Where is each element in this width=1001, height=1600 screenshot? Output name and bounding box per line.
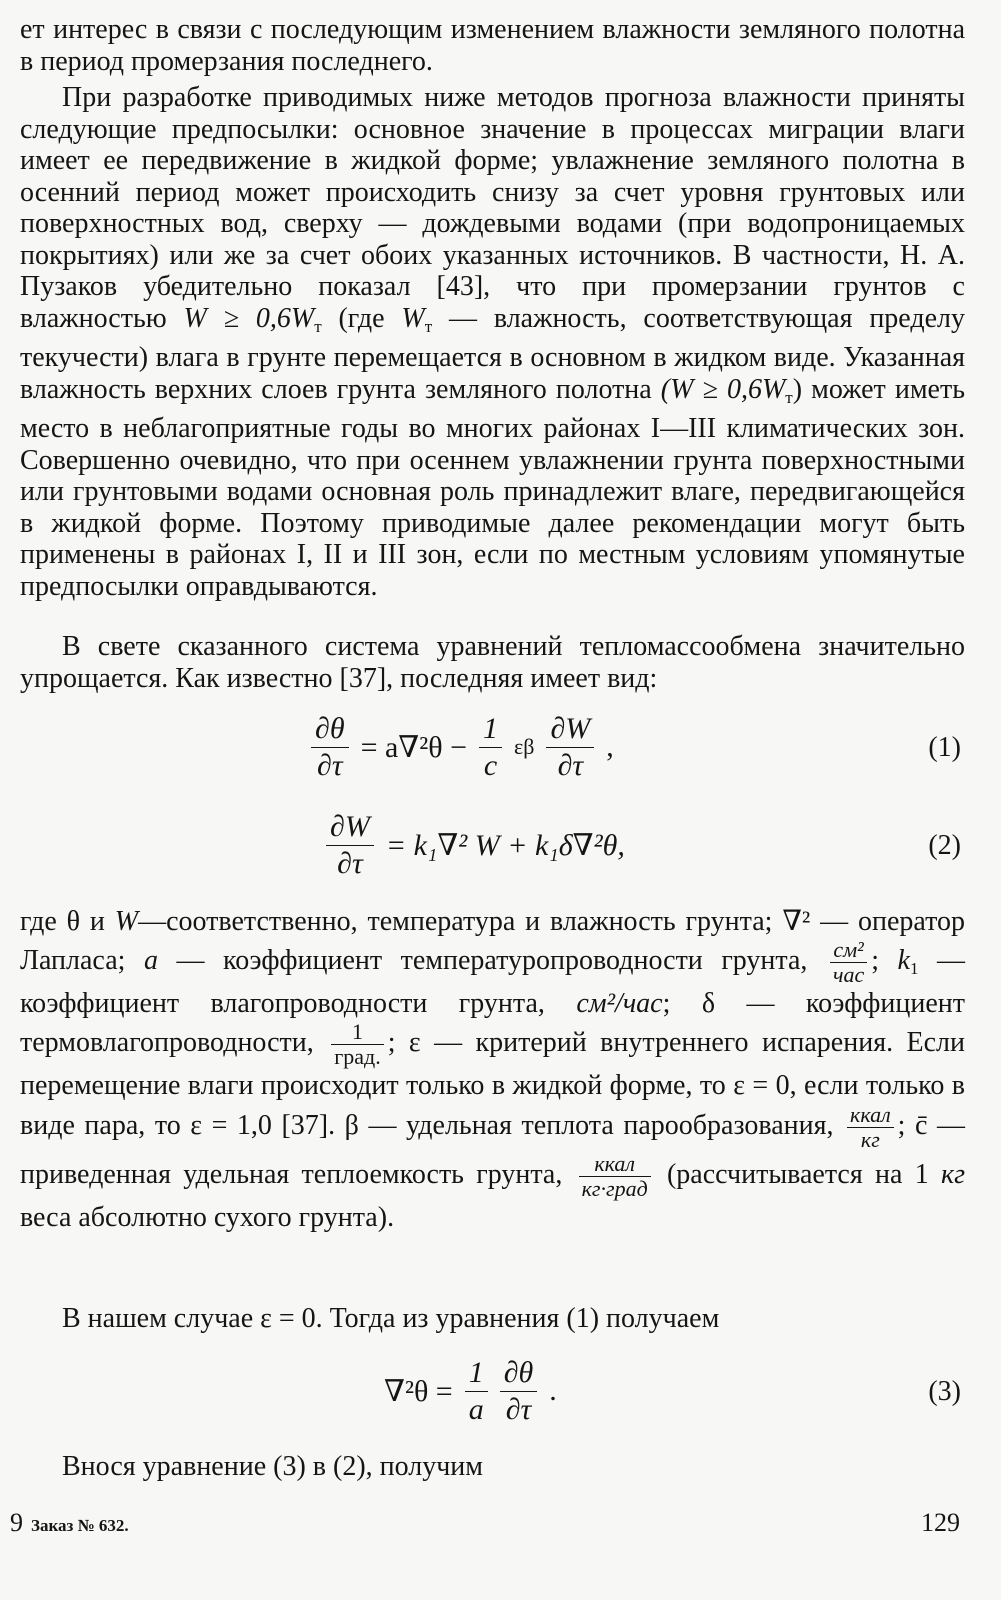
defs-w: W: [114, 906, 139, 937]
eq2-lhs-den: ∂τ: [337, 846, 363, 880]
paragraph-definitions: [20, 905, 965, 1234]
premises-text-a: При разработке приводимых ниже методов прогноза влажности приняты следующие предпосылки: основное значение в процессах миграции влаги имеет ее передвижение в жидкой форме; увлажнение земляного полотна в осенний период может происходить снизу за счет уровня грунтовых или поверхностных вод, сверху — дождевыми водами (при водопроницаемых покрытиях) или же за счет обоих указанных источников. В частности, Н. А. Пузаков убедительно показал [43], что при промерзании грунтов с влажностью: [20, 82, 965, 334]
eq1-lhs-num: ∂θ: [311, 711, 349, 748]
unit-beta-num: ккал: [847, 1103, 894, 1128]
unit-delta-den: град.: [334, 1044, 381, 1070]
eq2-lhs-num: ∂W: [326, 809, 374, 846]
defs-text-e: — коэффициент влагопроводности грунта,: [20, 945, 965, 1020]
inline-subscript-t-2: т: [424, 316, 433, 336]
eq2-rhs: = k₁∇² W + k₁δ∇²θ,: [385, 828, 625, 862]
unit-a-den: час: [832, 962, 865, 988]
defs-text-j: веса абсолютно сухого грунта).: [20, 1201, 395, 1233]
defs-kg: кг: [940, 1158, 965, 1190]
premises-text-d: может иметь место в неблагоприятные годы во многих районах I—III климатических зон. Совершенно очевидно, что при осеннем увлажнении грунта поверхностными или грунтовыми водами основная роль принадлежит влаге, передвигающейся в жидкой форме. Поэтому приводимые далее рекомендации могут быть применены в районах I, II и III зон, если по местным условиям упомянутые предпосылки оправдываются.: [20, 373, 965, 602]
unit-a-fraction: [830, 938, 867, 987]
unit-delta-fraction: [331, 1020, 383, 1069]
eq3-f2-den: ∂τ: [505, 1392, 532, 1426]
signature-mark: [10, 1508, 129, 1538]
signature-number: 9: [10, 1508, 23, 1537]
unit-beta-den: кг: [860, 1126, 880, 1152]
paragraph-our-case: В нашем случае ε = 0. Тогда из уравнения (1) получаем: [62, 1303, 720, 1334]
eq1-f2-num: 1: [479, 711, 502, 748]
eq1-middle: = a∇²θ −: [360, 730, 468, 764]
defs-text-b: —соответственно, температура и влажность грунта; ∇² — оператор Лапласа;: [20, 906, 965, 977]
equation-3-number: (3): [928, 1376, 961, 1407]
defs-text-c: — коэффициент температуропроводности грунта,: [157, 945, 826, 977]
defs-a: a: [143, 945, 158, 977]
defs-text-i: (рассчитывается на 1: [654, 1158, 941, 1190]
paragraph-insert: Внося уравнение (3) в (2), получим: [62, 1451, 484, 1482]
equation-2-number: (2): [928, 830, 961, 861]
eq3-lhs: ∇²θ =: [384, 1374, 453, 1408]
inline-condition-2-close: ): [792, 373, 803, 405]
eq3-f2-num: ∂θ: [500, 1355, 538, 1392]
equation-2: [0, 800, 1001, 890]
eq1-epsilon-beta: εβ: [514, 734, 535, 759]
unit-delta-num: 1: [331, 1020, 383, 1045]
defs-text-d: ;: [871, 945, 898, 977]
defs-text-f: ; δ — коэффициент термовлагопроводности,: [20, 988, 965, 1059]
equation-2-body: [320, 800, 631, 890]
inline-condition-2: (W ≥ 0,6W: [660, 373, 786, 405]
inline-subscript-t: т: [314, 316, 322, 336]
eq1-tail: ,: [606, 730, 614, 763]
eq1-fraction-1c: [479, 711, 502, 784]
page-number: 129: [921, 1508, 960, 1537]
premises-text-b: (где: [321, 302, 402, 334]
eq3-fraction-dtheta: [500, 1355, 538, 1428]
eq3-fraction-1a: [465, 1355, 488, 1428]
eq3-tail: .: [549, 1374, 557, 1407]
eq1-f3-den: ∂τ: [557, 748, 584, 782]
defs-k1-sub: 1: [909, 959, 919, 979]
equation-3-body: [378, 1346, 563, 1436]
paragraph-premises: [20, 82, 965, 602]
eq2-lhs-fraction: [326, 809, 374, 882]
eq1-f2-den: c: [483, 748, 498, 782]
equation-3: [0, 1346, 1001, 1436]
eq1-lhs-fraction: [311, 711, 349, 784]
eq3-f1-den: a: [468, 1392, 484, 1426]
premises-text-c: — влажность, соответствующая пределу текучести) влага в грунте перемещается в основном в жидком виде. Указанная влажность верхних слоев грунта земляного полотна: [20, 302, 966, 405]
equation-1-body: [305, 702, 620, 792]
inline-subscript-t-3: т: [785, 387, 793, 407]
equation-1: [0, 702, 1001, 792]
page-footer: [10, 1508, 960, 1544]
defs-text-a: где θ и: [20, 906, 115, 937]
unit-a-num: см²: [830, 938, 867, 963]
inline-wt: W: [401, 302, 425, 334]
unit-c-den: кг·град: [581, 1175, 648, 1201]
unit-k1: см²/час: [576, 988, 663, 1020]
eq1-lhs-den: ∂τ: [317, 748, 343, 782]
unit-c-num: ккал: [579, 1152, 651, 1177]
inline-condition-1: W ≥ 0,6W: [183, 302, 315, 334]
order-number: Заказ № 632.: [31, 1516, 129, 1535]
paragraph-system: В свете сказанного система уравнений тепломассообмена значительно упрощается. Как известно [37], последняя имеет вид:: [20, 631, 965, 694]
unit-beta-fraction: [847, 1103, 894, 1152]
unit-c-fraction: [579, 1152, 651, 1201]
defs-text-h: ; c̄ — приведенная удельная теплоемкость грунта,: [20, 1109, 965, 1190]
defs-text-g: ; ε — критерий внутреннего испарения. Если перемещение влаги происходит только в жидкой форме, то ε = 0, если только в виде пара, то ε = 1,0 [37]. β — удельная теплота парообразования,: [20, 1027, 966, 1141]
eq1-fraction-dw: [546, 711, 594, 784]
eq3-f1-num: 1: [465, 1355, 488, 1392]
equation-1-number: (1): [928, 732, 961, 763]
defs-k1: k: [897, 945, 910, 977]
eq1-f3-num: ∂W: [546, 711, 594, 748]
paragraph-continuation: ет интерес в связи с последующим изменением влажности земляного полотна в период промерзания последнего.: [20, 14, 965, 77]
